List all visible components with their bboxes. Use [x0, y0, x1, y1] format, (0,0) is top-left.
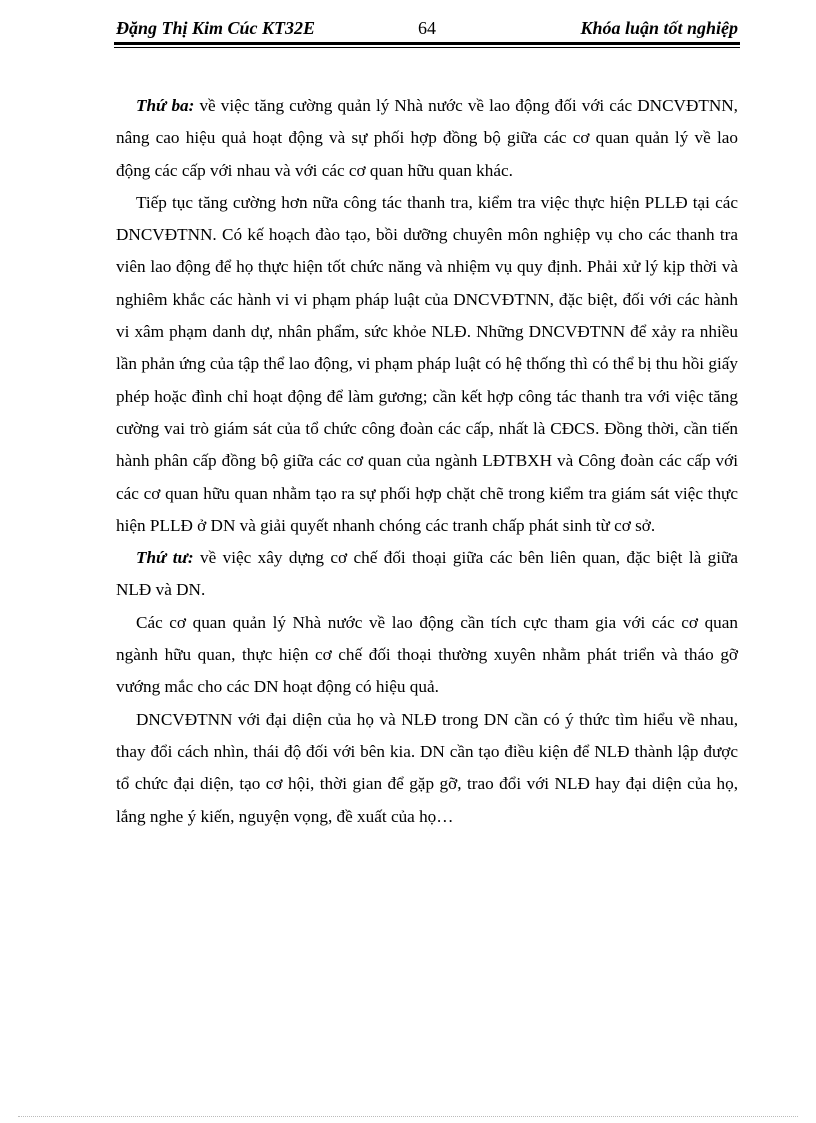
- paragraph-text: DNCVĐTNN với đại diện của họ và NLĐ trong DN cần có ý thức tìm hiểu về nhau, thay đổi cách nhìn, thái độ đối với bên kia. DN cần tạo điều kiện để NLĐ thành lập được tổ chức đại diện, tạo cơ hội, thời gian để gặp gỡ, trao đổi với NLĐ hay đại diện của họ, lắng nghe ý kiến, nguyện vọng, đề xuất của họ…: [116, 709, 738, 826]
- header-rule-thick: [114, 42, 740, 45]
- header-author: Đặng Thị Kim Cúc KT32E: [116, 18, 316, 38]
- paragraph: [116, 704, 738, 833]
- body-text: [116, 90, 738, 833]
- header-rule-thin: [114, 47, 740, 48]
- page-header: [114, 14, 740, 44]
- header-doc-title: Khóa luận tốt nghiệp: [580, 18, 738, 38]
- paragraph-text: Tiếp tục tăng cường hơn nữa công tác thanh tra, kiểm tra việc thực hiện PLLĐ tại các DNCVĐTNN. Có kế hoạch đào tạo, bồi dưỡng chuyên môn nghiệp vụ cho các thanh tra viên lao động để họ thực hiện tốt chức năng và nhiệm vụ quy định. Phải xử lý kịp thời và nghiêm khắc các hành vi vi phạm pháp luật của DNCVĐTNN, đặc biệt, đối với các hành vi xâm phạm danh dự, nhân phẩm, sức khỏe NLĐ. Những DNCVĐTNN để xảy ra nhiều lần phản ứng của tập thể lao động, vi phạm pháp luật có hệ thống thì có thể bị thu hồi giấy phép hoặc đình chỉ hoạt động để làm gương; cần kết hợp công tác thanh tra với việc tăng cường vai trò giám sát của tổ chức công đoàn các cấp, nhất là CĐCS. Đồng thời, cần tiến hành phân cấp đồng bộ giữa các cơ quan của ngành LĐTBXH và Công đoàn các cấp với các cơ quan hữu quan nhằm tạo ra sự phối hợp chặt chẽ trong kiểm tra giám sát việc thực hiện PLLĐ ở DN và giải quyết nhanh chóng các tranh chấp phát sinh từ cơ sở.: [116, 192, 738, 535]
- paragraph: [116, 187, 738, 542]
- paragraph: [116, 90, 738, 187]
- paragraph: [116, 542, 738, 607]
- paragraph-lead: Thứ ba:: [136, 96, 195, 115]
- paragraph-text: về việc tăng cường quản lý Nhà nước về lao động đối với các DNCVĐTNN, nâng cao hiệu quả hoạt động và sự phối hợp đồng bộ giữa các cơ quan quản lý về lao động các cấp với nhau và với các cơ quan hữu quan khác.: [116, 96, 738, 180]
- paragraph-text: Các cơ quan quản lý Nhà nước về lao động cần tích cực tham gia với các cơ quan ngành hữu quan, thực hiện cơ chế đối thoại thường xuyên nhằm phát triển và tháo gỡ vướng mắc cho các DN hoạt động có hiệu quả.: [116, 612, 738, 697]
- footer-divider: [18, 1116, 798, 1117]
- paragraph-lead: Thứ tư:: [136, 548, 194, 568]
- paragraph: [116, 607, 738, 704]
- header-page-number: 64: [418, 18, 436, 38]
- paragraph-text: về việc xây dựng cơ chế đối thoại giữa các bên liên quan, đặc biệt là giữa NLĐ và DN.: [116, 548, 738, 600]
